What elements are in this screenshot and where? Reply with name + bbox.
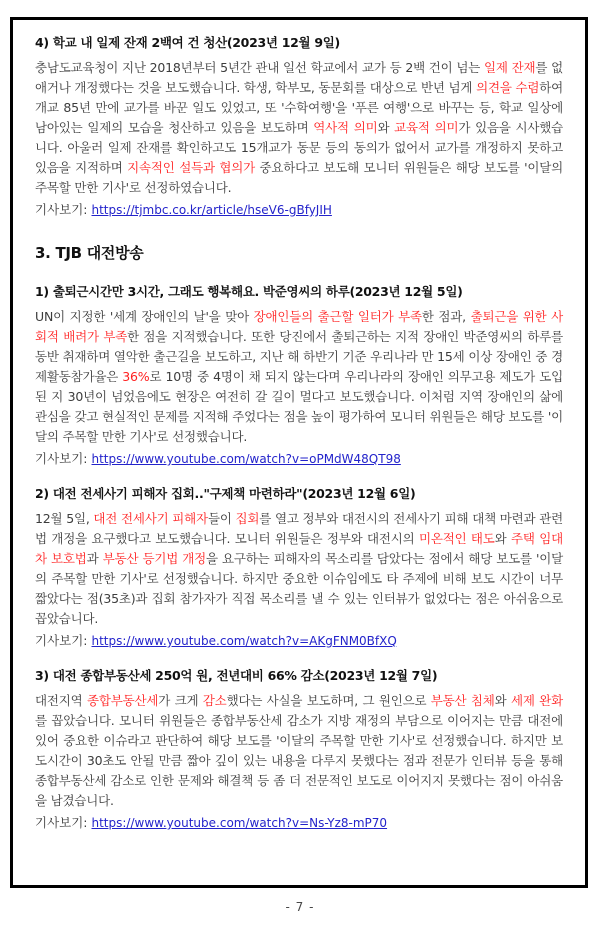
article-body: 12월 5일, 대전 전세사기 피해자들이 집회를 열고 정부와 대전시의 전세사기 피해 대책 마련과 관련 법 개정을 요구했다고 보도했습니다. 모니터 위원들은 정부와 대전시의 미온적인 태도와 주택 임대차 보호법과 부동산 등기법 개정을 요구하는 피해자의 목소리를 담았다는 점에서 해당 보도를 '이달의 주목할 만한 기사'로 선정했습니다. 하지만 중요한 이슈임에도 타 주제에 비해 보도 시간이 너무 짧았다는 점(35초)과 집회 참가자가 직접 목소리를 낼 수 있는 인터뷰가 없었다는 점은 아쉬움으로 꼽았습니다. [35,511,564,626]
article-link[interactable]: https://www.youtube.com/watch?v=oPMdW48QT98 [91,452,401,466]
article-jeonse-fraud-rally [35,485,563,651]
article-link[interactable]: https://www.youtube.com/watch?v=Ns-Yz8-mP70 [91,816,388,830]
content-frame [10,17,588,888]
article-title: 3) 대전 종합부동산세 250억 원, 전년대비 66% 감소(2023년 12월 7일) [35,668,438,683]
article-school-legacy-cleanup [35,34,563,220]
article-link[interactable]: https://www.youtube.com/watch?v=AKgFNM0BfXQ [91,634,397,648]
page-number: - 7 - [285,900,315,914]
article-link[interactable]: https://tjmbc.co.kr/article/hseV6-gBfyJIH [91,203,332,217]
article-title: 4) 학교 내 일제 잔재 2백여 건 청산(2023년 12월 9일) [35,35,340,50]
link-prefix-label: 기사보기: [35,633,88,648]
article-link-line [35,200,563,220]
link-prefix-label: 기사보기: [35,202,88,217]
link-prefix-label: 기사보기: [35,451,88,466]
article-property-tax-decrease [35,667,563,833]
article-body: 대전지역 종합부동산세가 크게 감소했다는 사실을 보도하며, 그 원인으로 부동산 침체와 세제 완화를 꼽았습니다. 모니터 위원들은 종합부동산세 감소가 지방 재정의 부담으로 이어지는 만큼 대전에 있어 중요한 이슈라고 판단하여 해당 보도를 '이달의 주목할 만한 기사'로 선정했습니다. 하지만 보도시간이 30초도 안될 만큼 짧아 깊이 있는 내용을 다루지 못했다는 점과 전문가 인터뷰 등을 통해 종합부동산세 감소로 인한 문제와 해결책 등 좀 더 전문적인 보도로 이어지지 못했다는 점이 아쉬움을 남겼습니다. [35,693,563,808]
article-body: 충남도교육청이 지난 2018년부터 5년간 관내 일선 학교에서 교가 등 2백 건이 넘는 일제 잔재를 없애거나 개정했다는 것을 보도했습니다. 학생, 학부모, 동문회를 대상으로 반년 넘게 의견을 수렴하여 개교 85년 만에 교가를 바꾼 일도 있었고, 또 '수학여행'을 '푸른 여행'으로 바꾸는 등, 학교 일상에 남아있는 일제의 모습을 청산하고 있음을 보도하며 역사적 의미와 교육적 의미가 있음을 시사했습니다. 아울러 일제 잔재를 확인하고도 15개교가 동문 등의 동의가 없어서 교가를 개정하지 못하고 있음을 지적하며 지속적인 설득과 협의가 중요하다고 보도해 모니터 위원들은 해당 보도를 '이달의 주목할 만한 기사'로 선정하였습니다. [35,60,564,195]
broadcaster-heading: 3. TJB 대전방송 [35,244,144,262]
article-link-line [35,813,563,833]
article-body: UN이 지정한 '세계 장애인의 날'을 맞아 장애인들의 출근할 일터가 부족한 점과, 출퇴근을 위한 사회적 배려가 부족한 점을 지적했습니다. 또한 당진에서 출퇴근하는 지적 장애인 박준영씨의 하루를 동반 취재하며 열악한 출근길을 보도하고, 지난 해 하반기 기준 우리나라 만 15세 이상 장애인 중 경제활동참가율은 36%로 10명 중 4명이 채 되지 않는다며 우리나라의 장애인 의무고용 제도가 도입된 지 30년이 넘었음에도 현장은 여전히 갈 길이 멀다고 보도했습니다. 이처럼 지역 장애인의 삶에 관심을 갖고 현실적인 문제를 지적해 주었다는 점을 높이 평가하여 모니터 위원들은 해당 보도를 '이달의 주목할 만한 기사'로 선정했습니다. [35,309,563,444]
article-title: 1) 출퇴근시간만 3시간, 그래도 행복해요. 박준영씨의 하루(2023년 12월 5일) [35,284,463,299]
article-link-line [35,631,563,651]
article-title: 2) 대전 전세사기 피해자 집회.."구제책 마련하라"(2023년 12월 6일) [35,486,416,501]
link-prefix-label: 기사보기: [35,815,88,830]
article-disabled-commute [35,283,563,469]
article-link-line [35,449,563,469]
